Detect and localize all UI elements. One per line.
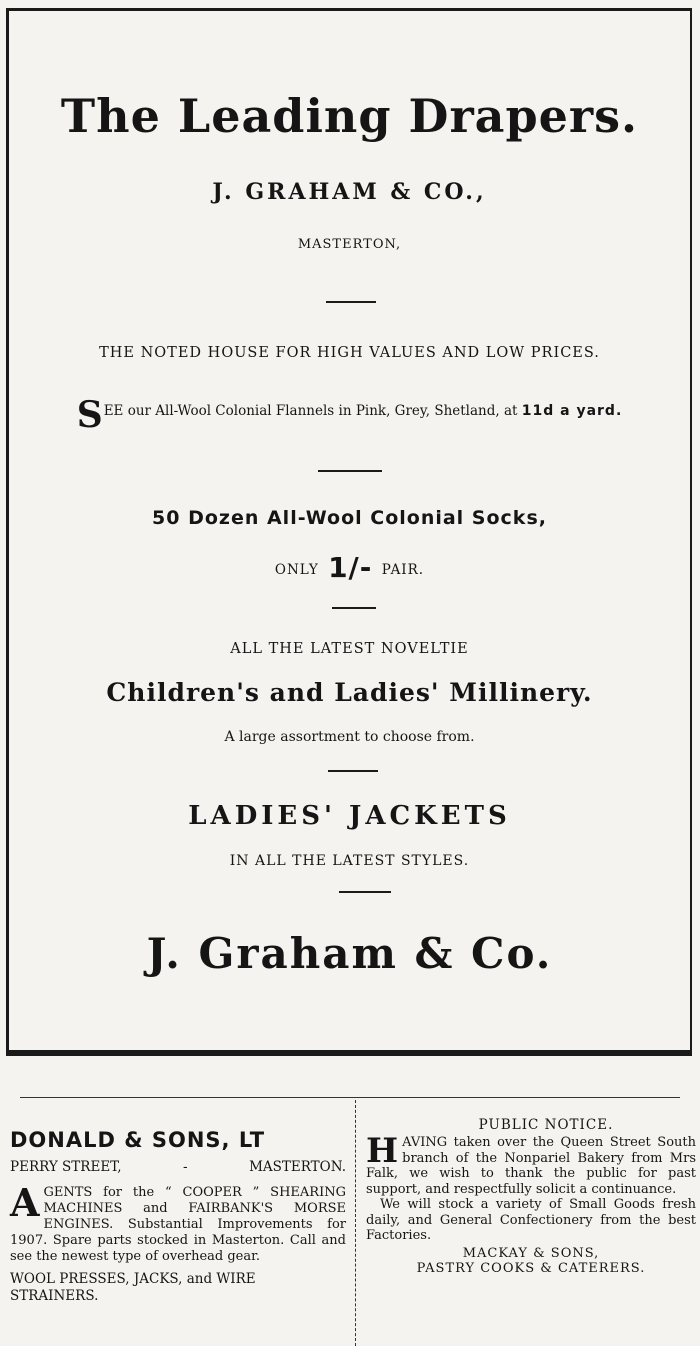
donald-advertisement — [10, 1128, 346, 1305]
flannel-text: EE our All-Wool Colonial Flannels in Pink, Grey, Shetland, at — [103, 403, 518, 419]
signature-trade: PASTRY COOKS & CATERERS. — [416, 1260, 646, 1276]
notice-paragraph — [366, 1131, 696, 1197]
socks-offer: 50 Dozen All-Wool Colonial Socks, — [152, 507, 547, 529]
headline: The Leading Drapers. — [60, 89, 639, 143]
section-rule — [20, 1097, 680, 1098]
millinery-heading: Children's and Ladies' Millinery. — [106, 678, 593, 707]
stock-paragraph: We will stock a variety of Small Goods fresh daily, and General Confectionery from the best Factories. — [366, 1197, 696, 1243]
footer-firm-name: J. Graham & Co. — [146, 929, 553, 978]
signature-name: MACKAY & SONS, — [462, 1245, 600, 1261]
graham-advertisement — [6, 8, 692, 1056]
divider-rule — [318, 470, 382, 472]
dropcap: H — [366, 1131, 399, 1171]
public-notice — [366, 1117, 696, 1276]
pair-label: PAIR. — [381, 562, 425, 578]
dropcap: S — [76, 394, 103, 436]
town-name: MASTERTON. — [249, 1159, 346, 1175]
divider-rule — [326, 301, 376, 303]
notice-text: AVING taken over the Queen Street South branch of the Nonpariel Bakery from Mrs Falk, we wish to thank the public for past support, and respectfully solicit a continuance. — [366, 1135, 696, 1197]
column-divider — [355, 1100, 357, 1346]
address-dash: - — [183, 1159, 188, 1175]
firm-name: DONALD & SONS, LT — [10, 1128, 266, 1152]
divider-rule — [332, 607, 376, 609]
novelties-line: ALL THE LATEST NOVELTIE — [230, 641, 469, 657]
agents-paragraph — [10, 1180, 346, 1265]
address-line — [10, 1159, 346, 1175]
notice-title: PUBLIC NOTICE. — [478, 1117, 614, 1133]
firm-name: J. GRAHAM & CO., — [212, 179, 487, 205]
only-label: ONLY — [274, 562, 319, 578]
jackets-styles: IN ALL THE LATEST STYLES. — [229, 853, 470, 869]
dropcap: A — [10, 1180, 40, 1225]
divider-rule — [339, 891, 391, 893]
socks-price: 1/- — [328, 551, 373, 584]
flannel-price: 11d a yard. — [521, 403, 623, 419]
wool-presses-line: WOOL PRESSES, JACKS, and WIRE STRAINERS. — [10, 1271, 256, 1304]
agents-text: GENTS for the “ COOPER ” SHEARING MACHINES and FAIRBANK'S MORSE ENGINES. Substantial Improvements for 1907. Spare parts stocked in Masterton. Call and see the newest type of overhead gear. — [10, 1185, 346, 1264]
jackets-heading: LADIES' JACKETS — [188, 801, 511, 831]
socks-price-line — [9, 551, 690, 584]
street-name: PERRY STREET, — [10, 1159, 122, 1175]
town-name: MASTERTON, — [297, 237, 402, 252]
divider-rule — [328, 770, 378, 772]
flannel-offer — [9, 394, 690, 436]
tagline: THE NOTED HOUSE FOR HIGH VALUES AND LOW PRICES. — [99, 345, 600, 361]
assortment-line: A large assortment to choose from. — [224, 729, 475, 745]
